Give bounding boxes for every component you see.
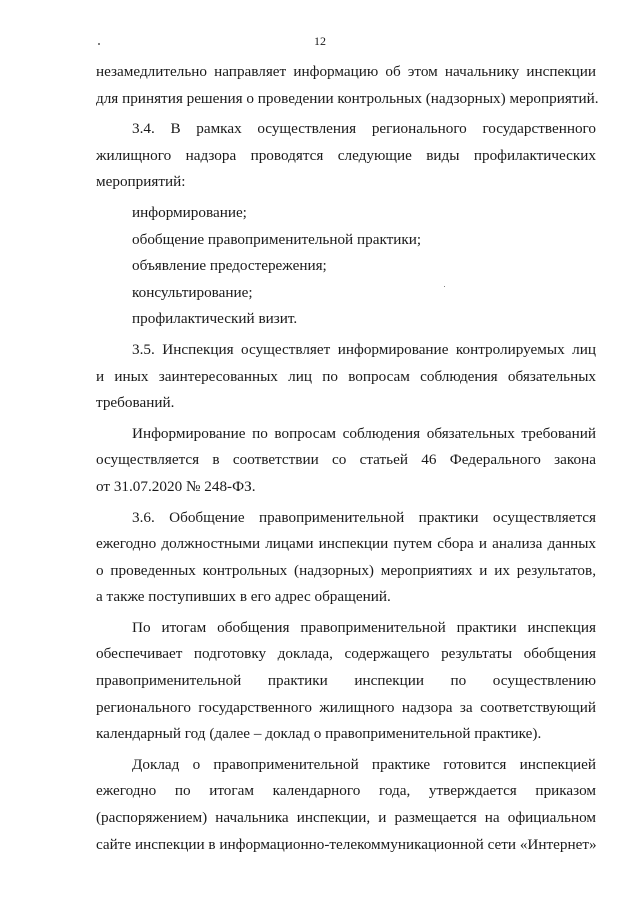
text-line: консультирование; — [132, 283, 253, 301]
text-line: 3.4. В рамках осуществления регионального государственного — [132, 120, 596, 138]
text-line: правоприменительной практики инспекции по осуществлению — [96, 672, 596, 690]
text-line: ежегодно должностными лицами инспекции путем сбора и анализа данных — [96, 535, 596, 553]
text-line: (распоряжением) начальника инспекции, и размещается на официальном — [96, 809, 596, 827]
text-line: мероприятий: — [96, 173, 186, 191]
text-line: Информирование по вопросам соблюдения обязательных требований — [132, 424, 596, 442]
text-line: от 31.07.2020 № 248-ФЗ. — [96, 477, 256, 495]
document-body — [96, 59, 599, 858]
text-line: объявление предостережения; — [132, 257, 327, 275]
text-line: и иных заинтересованных лиц по вопросам соблюдения обязательных — [96, 367, 596, 385]
text-line: регионального государственного жилищного надзора за соответствующий — [96, 698, 596, 716]
scan-speck — [98, 43, 100, 45]
text-line: о проведенных контрольных (надзорных) мероприятиях и их результатов, — [96, 561, 596, 579]
page-number: 12 — [314, 34, 326, 48]
text-line: осуществляется в соответствии со статьей 46 Федерального закона — [96, 451, 596, 469]
text-line: для принятия решения о проведении контрольных (надзорных) мероприятий. — [96, 89, 599, 107]
text-line: информирование; — [132, 203, 247, 221]
text-line: По итогам обобщения правоприменительной практики инспекция — [132, 618, 596, 636]
text-line: обобщение правоприменительной практики; — [132, 230, 422, 248]
text-line: а также поступивших в его адрес обращений. — [96, 588, 391, 606]
text-line: 3.5. Инспекция осуществляет информирование контролируемых лиц — [132, 340, 596, 358]
text-line: календарный год (далее – доклад о правоприменительной практике). — [96, 725, 542, 743]
text-line: сайте инспекции в информационно-телекоммуникационной сети «Интернет» — [96, 835, 597, 853]
text-line: 3.6. Обобщение правоприменительной практики осуществляется — [132, 508, 596, 526]
text-line: жилищного надзора проводятся следующие виды профилактических — [96, 146, 596, 164]
text-line: требований. — [96, 394, 175, 412]
text-line: незамедлительно направляет информацию об этом начальнику инспекции — [96, 63, 596, 80]
text-line: Доклад о правоприменительной практике готовится инспекцией — [132, 755, 596, 773]
text-line: ежегодно по итогам календарного года, утверждается приказом — [96, 782, 596, 800]
text-line: профилактический визит. — [132, 310, 298, 328]
text-line: обеспечивает подготовку доклада, содержащего результаты обобщения — [96, 645, 596, 663]
